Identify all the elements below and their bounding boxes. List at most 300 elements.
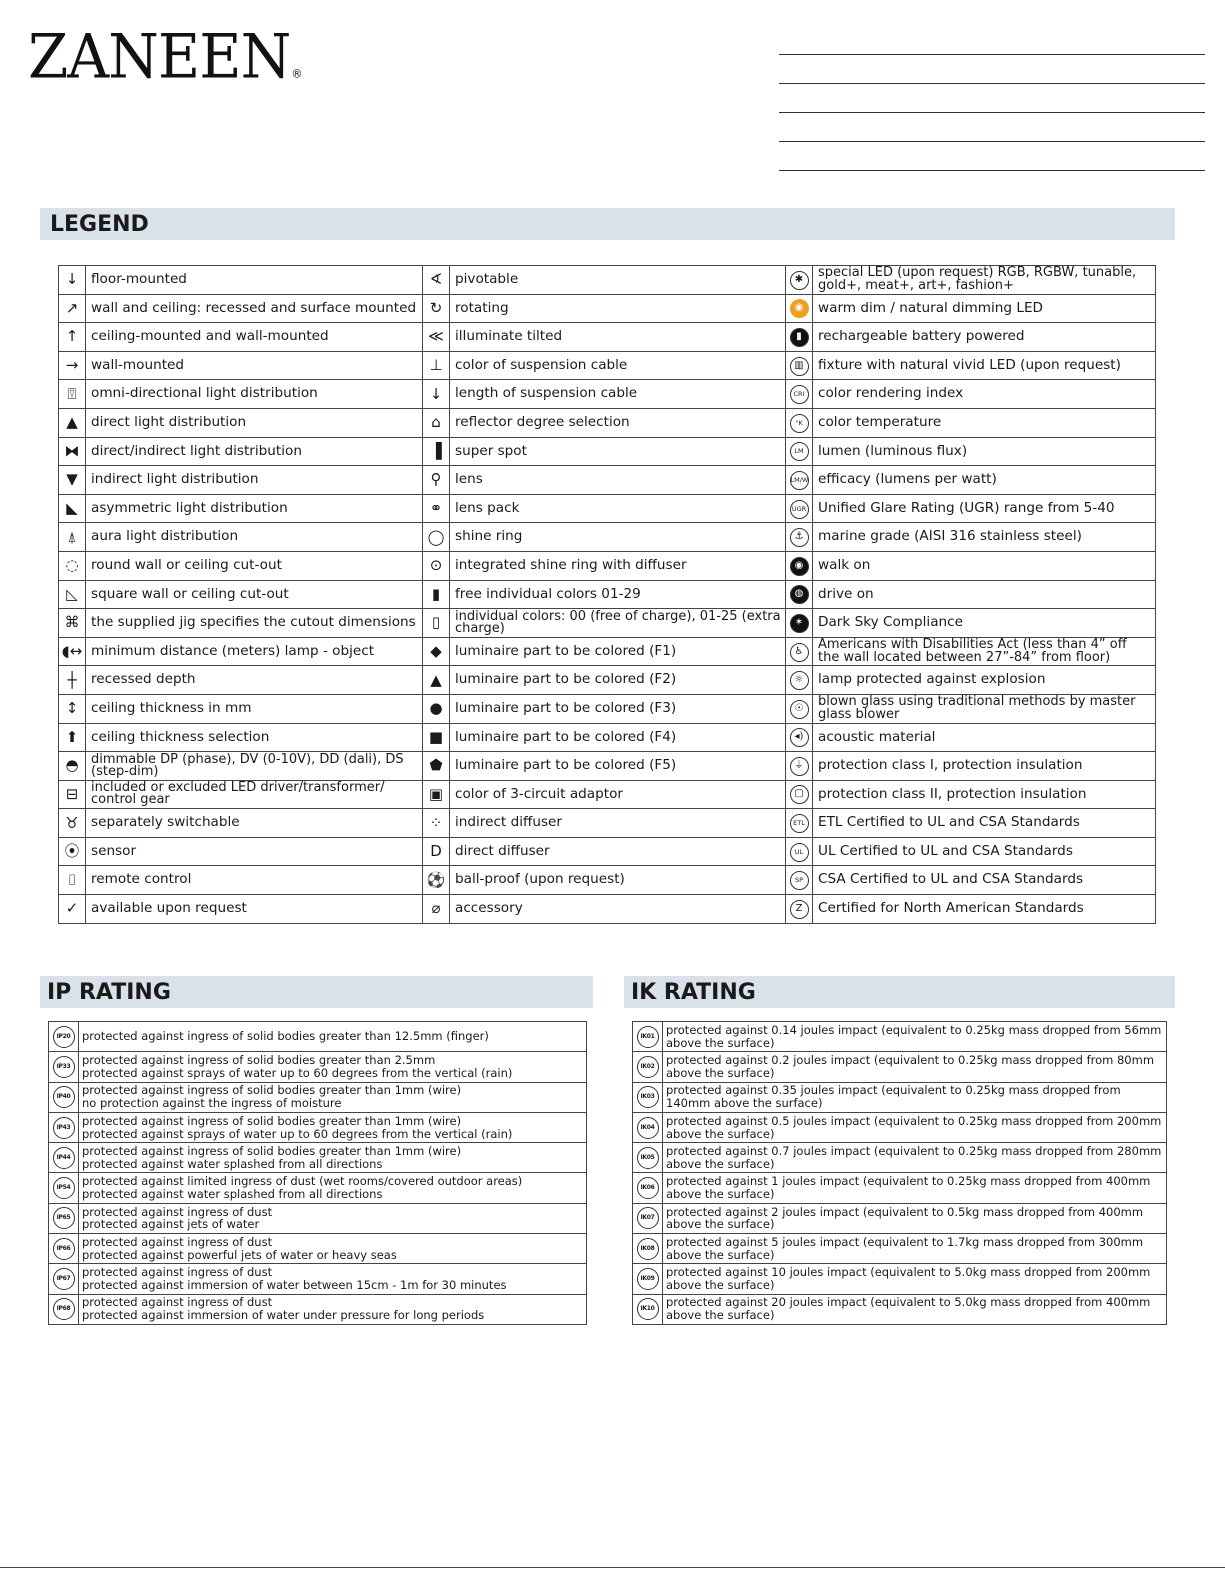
ik-description: protected against 0.2 joules impact (equivalent to 0.25kg mass dropped from 80mm above the surface) <box>663 1052 1167 1082</box>
shine-ring-icon: ◯ <box>427 527 445 546</box>
ip-description-line2: protected against water splashed from all directions <box>82 1187 383 1202</box>
legend-icon-cell <box>59 551 86 580</box>
legend-icon-cell <box>786 580 813 609</box>
ik-badge-cell <box>633 1234 663 1264</box>
ik-badge-cell <box>633 1112 663 1142</box>
blank-write-in-lines <box>779 54 1205 199</box>
legend-label: square wall or ceiling cut-out <box>86 580 423 609</box>
legend-row <box>59 351 1156 380</box>
sensor-icon: ⦿ <box>64 842 80 861</box>
ip-rating-row <box>49 1203 587 1233</box>
ik-description: protected against 0.14 joules impact (equivalent to 0.25kg mass dropped from 56mm above the surface) <box>663 1022 1167 1052</box>
ball-proof-icon: ⚽ <box>426 870 446 889</box>
ik-badge-cell <box>633 1294 663 1324</box>
legend-icon-cell <box>423 351 450 380</box>
round-cutout-icon: ◌ <box>65 556 79 575</box>
ip-badge-icon: IP44 <box>53 1147 75 1169</box>
legend-label: warm dim / natural dimming LED <box>813 294 1156 323</box>
legend-label: individual colors: 00 (free of charge), 01-25 (extra charge) <box>450 609 786 638</box>
legend-label: pivotable <box>450 266 786 295</box>
dark-sky-icon: ✶ <box>790 614 809 633</box>
ip-description-line2: protected against immersion of water between 15cm - 1m for 30 minutes <box>82 1278 507 1293</box>
ip-description-line1: protected against limited ingress of dust (wet rooms/covered outdoor areas) <box>82 1174 523 1189</box>
ip-description-line2: no protection against the ingress of moisture <box>82 1096 342 1111</box>
blown-glass-icon: ☉ <box>790 700 809 719</box>
legend-icon-cell <box>786 323 813 352</box>
legend-label: acoustic material <box>813 723 1156 752</box>
wall-mounted-icon: → <box>65 356 79 375</box>
walk-on-icon: ◉ <box>790 557 809 576</box>
free-colors-icon: ▮ <box>431 584 441 603</box>
accessory-icon: ⌀ <box>431 899 441 918</box>
legend-icon-cell <box>423 694 450 723</box>
ada-icon: ♿ <box>790 643 809 662</box>
ik-badge-cell <box>633 1264 663 1294</box>
ip-description-line2: protected against powerful jets of water or heavy seas <box>82 1247 397 1262</box>
legend-icon-cell <box>786 294 813 323</box>
legend-label: marine grade (AISI 316 stainless steel) <box>813 523 1156 552</box>
asymmetric-light-icon: ◣ <box>66 499 78 518</box>
ik-badge-icon: IK10 <box>637 1298 659 1320</box>
ip-badge-cell <box>49 1203 79 1233</box>
ip-description-line2: protected against sprays of water up to 60 degrees from the vertical (rain) <box>82 1065 513 1080</box>
legend-label: luminaire part to be colored (F4) <box>450 723 786 752</box>
wall-ceiling-recessed-icon: ↗ <box>65 298 79 317</box>
legend-icon-cell <box>59 837 86 866</box>
legend-icon-cell <box>423 780 450 809</box>
legend-label: lamp protected against explosion <box>813 666 1156 695</box>
legend-label: shine ring <box>450 523 786 552</box>
legend-icon-cell <box>59 723 86 752</box>
direct-diffuser-icon: D <box>430 842 442 861</box>
legend-icon-cell <box>423 837 450 866</box>
warm-dim-icon: ◉ <box>790 299 809 318</box>
write-line[interactable] <box>779 112 1205 113</box>
minimum-distance-icon: ◖↔ <box>61 642 83 661</box>
legend-icon-cell <box>786 609 813 638</box>
legend-label: sensor <box>86 837 423 866</box>
indirect-diffuser-icon: ⁘ <box>429 813 443 832</box>
legend-icon-cell <box>786 752 813 781</box>
ip-description <box>79 1143 587 1173</box>
rotating-icon: ↻ <box>429 298 443 317</box>
legend-icon-cell <box>423 437 450 466</box>
legend-label: remote control <box>86 866 423 895</box>
legend-icon-cell <box>59 351 86 380</box>
legend-icon-cell <box>786 551 813 580</box>
ik-badge-cell <box>633 1203 663 1233</box>
ip-badge-icon: IP66 <box>53 1238 75 1260</box>
ip-description-line1: protected against ingress of solid bodies greater than 1mm (wire) <box>82 1143 462 1158</box>
legend-label: indirect light distribution <box>86 466 423 495</box>
legend-label: Unified Glare Rating (UGR) range from 5-40 <box>813 494 1156 523</box>
legend-icon-cell <box>423 580 450 609</box>
legend-icon-cell <box>423 408 450 437</box>
ip-description <box>79 1264 587 1294</box>
square-cutout-icon: ◺ <box>66 584 78 603</box>
legend-icon-cell <box>786 666 813 695</box>
ik-badge-icon: IK03 <box>637 1086 659 1108</box>
legend-row <box>59 666 1156 695</box>
legend-row <box>59 437 1156 466</box>
legend-label: ETL Certified to UL and CSA Standards <box>813 809 1156 838</box>
legend-row <box>59 551 1156 580</box>
legend-label: Americans with Disabilities Act (less than 4” off the wall located between 27”-84” from floor) <box>813 637 1156 666</box>
legend-label: drive on <box>813 580 1156 609</box>
ik-badge-cell <box>633 1022 663 1052</box>
write-line[interactable] <box>779 170 1205 171</box>
legend-label: direct light distribution <box>86 408 423 437</box>
ip-badge-icon: IP67 <box>53 1268 75 1290</box>
shine-ring-diffuser-icon: ⊙ <box>429 556 443 575</box>
legend-label: separately switchable <box>86 809 423 838</box>
legend-label: color of suspension cable <box>450 351 786 380</box>
ip-rating-row <box>49 1264 587 1294</box>
ip-badge-cell <box>49 1082 79 1112</box>
legend-row <box>59 466 1156 495</box>
upon-request-icon: ✓ <box>65 899 79 918</box>
legend-icon-cell <box>786 637 813 666</box>
ip-rating-row <box>49 1234 587 1264</box>
legend-label: direct/indirect light distribution <box>86 437 423 466</box>
legend-label: wall-mounted <box>86 351 423 380</box>
ip-description <box>79 1022 587 1052</box>
ip-description <box>79 1203 587 1233</box>
ik-badge-cell <box>633 1052 663 1082</box>
ik-badge-icon: IK06 <box>637 1177 659 1199</box>
switchable-icon: ♉ <box>65 813 79 832</box>
legend-label: accessory <box>450 895 786 924</box>
ip-description <box>79 1234 587 1264</box>
legend-label: ceiling thickness selection <box>86 723 423 752</box>
ip-description-line1: protected against ingress of solid bodies greater than 1mm (wire) <box>82 1113 462 1128</box>
remote-control-icon: ⌷ <box>67 870 77 889</box>
ip-description-line2: protected against sprays of water up to 60 degrees from the vertical (rain) <box>82 1126 513 1141</box>
ip-rating-row <box>49 1112 587 1142</box>
ik-rating-row <box>633 1173 1167 1203</box>
legend-row <box>59 609 1156 638</box>
legend-icon-cell <box>423 609 450 638</box>
legend-label: wall and ceiling: recessed and surface mounted <box>86 294 423 323</box>
legend-label: length of suspension cable <box>450 380 786 409</box>
colored-part-f3-icon: ● <box>429 699 443 718</box>
legend-icon-cell <box>59 895 86 924</box>
legend-icon-cell <box>59 780 86 809</box>
ik-badge-icon: IK09 <box>637 1268 659 1290</box>
ip-badge-icon: IP68 <box>53 1298 75 1320</box>
etl-icon: ETL <box>790 814 809 833</box>
colored-part-f5-icon: ⬟ <box>429 756 443 775</box>
legend-icon-cell <box>59 866 86 895</box>
legend-label: round wall or ceiling cut-out <box>86 551 423 580</box>
ik-badge-icon: IK07 <box>637 1207 659 1229</box>
write-line[interactable] <box>779 83 1205 84</box>
ip-rating-row <box>49 1294 587 1324</box>
legend-icon-cell <box>786 837 813 866</box>
legend-icon-cell <box>786 351 813 380</box>
illuminate-tilted-icon: ≪ <box>428 327 444 346</box>
recessed-depth-icon: ┼ <box>67 670 77 689</box>
legend-label: free individual colors 01-29 <box>450 580 786 609</box>
ip-badge-cell <box>49 1112 79 1142</box>
legend-row <box>59 723 1156 752</box>
marine-grade-icon: ⚓ <box>790 528 809 547</box>
ik-rating-row <box>633 1022 1167 1052</box>
ik-description: protected against 2 joules impact (equivalent to 0.5kg mass dropped from 400mm above the surface) <box>663 1203 1167 1233</box>
omni-directional-icon: ⍔ <box>67 384 77 403</box>
ip-description-line2: protected against jets of water <box>82 1217 260 1232</box>
legend-row <box>59 895 1156 924</box>
ceiling-wall-mounted-icon: ↑ <box>65 327 79 346</box>
ik-description: protected against 1 joules impact (equivalent to 0.25kg mass dropped from 400mm above the surface) <box>663 1173 1167 1203</box>
cri-icon: CRI <box>790 385 809 404</box>
direct-indirect-icon: ⧓ <box>64 441 80 460</box>
ip-rating-row <box>49 1173 587 1203</box>
jig-icon: ⌘ <box>64 613 80 632</box>
legend-icon-cell <box>59 380 86 409</box>
ip-description-line1: protected against ingress of dust <box>82 1295 273 1310</box>
legend-label: UL Certified to UL and CSA Standards <box>813 837 1156 866</box>
legend-icon-cell <box>59 437 86 466</box>
ik-badge-cell <box>633 1173 663 1203</box>
ik-description: protected against 0.5 joules impact (equivalent to 0.25kg mass dropped from 200mm above the surface) <box>663 1112 1167 1142</box>
color-temperature-icon: °K <box>790 414 809 433</box>
reflector-degree-icon: ⌂ <box>431 413 441 432</box>
drive-on-icon: ◍ <box>790 585 809 604</box>
ip-rating-header-bar <box>40 976 593 1008</box>
legend-label: luminaire part to be colored (F5) <box>450 752 786 781</box>
legend-icon-cell <box>423 666 450 695</box>
legend-icon-cell <box>786 523 813 552</box>
ip-rating-row <box>49 1052 587 1082</box>
ip-description <box>79 1052 587 1082</box>
legend-icon-cell <box>59 494 86 523</box>
ip-description-line1: protected against ingress of solid bodies greater than 12.5mm (finger) <box>82 1029 489 1044</box>
ip-badge-icon: IP54 <box>53 1177 75 1199</box>
ip-rating-row <box>49 1022 587 1052</box>
legend-label: rechargeable battery powered <box>813 323 1156 352</box>
ik-rating-table <box>632 1021 1167 1325</box>
legend-label: direct diffuser <box>450 837 786 866</box>
ip-badge-icon: IP40 <box>53 1086 75 1108</box>
floor-mounted-icon: ↓ <box>65 270 79 289</box>
legend-icon-cell <box>59 523 86 552</box>
ip-description <box>79 1082 587 1112</box>
ik-badge-icon: IK01 <box>637 1026 659 1048</box>
legend-icon-cell <box>786 866 813 895</box>
circuit-adaptor-color-icon: ▣ <box>428 784 444 803</box>
legend-label: fixture with natural vivid LED (upon request) <box>813 351 1156 380</box>
legend-row <box>59 323 1156 352</box>
aura-light-icon: ⍋ <box>67 527 77 546</box>
ik-rating-row <box>633 1264 1167 1294</box>
legend-label: available upon request <box>86 895 423 924</box>
legend-row <box>59 266 1156 295</box>
ik-badge-cell <box>633 1082 663 1112</box>
ip-description-line1: protected against ingress of dust <box>82 1204 273 1219</box>
csa-icon: SP <box>790 871 809 890</box>
ik-badge-cell <box>633 1143 663 1173</box>
legend-label: Dark Sky Compliance <box>813 609 1156 638</box>
ip-description-line1: protected against ingress of dust <box>82 1234 273 1249</box>
legend-label: illuminate tilted <box>450 323 786 352</box>
legend-icon-cell <box>59 666 86 695</box>
legend-label: omni-directional light distribution <box>86 380 423 409</box>
ceiling-thickness-selection-icon: ⬆ <box>65 727 79 746</box>
protection-class-2-icon: ▢ <box>790 785 809 804</box>
battery-icon: ▮ <box>790 328 809 347</box>
brand-name: ZANEEN <box>28 20 291 93</box>
legend-row <box>59 580 1156 609</box>
legend-label: ball-proof (upon request) <box>450 866 786 895</box>
legend-label: super spot <box>450 437 786 466</box>
legend-label: dimmable DP (phase), DV (0-10V), DD (dali), DS (step-dim) <box>86 752 423 781</box>
legend-icon-cell <box>786 694 813 723</box>
ik-badge-icon: IK02 <box>637 1056 659 1078</box>
legend-label: recessed depth <box>86 666 423 695</box>
legend-label: luminaire part to be colored (F3) <box>450 694 786 723</box>
protection-class-1-icon: ⏚ <box>790 757 809 776</box>
legend-icon-cell <box>59 466 86 495</box>
colored-part-f4-icon: ■ <box>428 727 444 746</box>
colored-part-f2-icon: ▲ <box>430 670 442 689</box>
ik-description: protected against 0.7 joules impact (equivalent to 0.25kg mass dropped from 280mm above the surface) <box>663 1143 1167 1173</box>
ip-description <box>79 1112 587 1142</box>
ip-badge-cell <box>49 1052 79 1082</box>
ip-badge-cell <box>49 1264 79 1294</box>
ik-rating-row <box>633 1294 1167 1324</box>
legend-row <box>59 752 1156 781</box>
legend-icon-cell <box>59 809 86 838</box>
special-led-icon: ✱ <box>790 271 809 290</box>
ik-rating-header-bar <box>624 976 1175 1008</box>
legend-label: luminaire part to be colored (F1) <box>450 637 786 666</box>
pivotable-icon: ∢ <box>429 270 443 289</box>
ip-badge-icon: IP20 <box>53 1026 75 1048</box>
legend-label: integrated shine ring with diffuser <box>450 551 786 580</box>
efficacy-icon: LM/W <box>790 471 809 490</box>
legend-label: walk on <box>813 551 1156 580</box>
legend-icon-cell <box>786 266 813 295</box>
legend-row <box>59 408 1156 437</box>
legend-row <box>59 494 1156 523</box>
legend-label: rotating <box>450 294 786 323</box>
ik-rating-row <box>633 1234 1167 1264</box>
legend-label: aura light distribution <box>86 523 423 552</box>
suspension-cable-color-icon: ⊥ <box>429 356 443 375</box>
legend-label: ceiling thickness in mm <box>86 694 423 723</box>
ik-rating-row <box>633 1143 1167 1173</box>
legend-row <box>59 780 1156 809</box>
ip-badge-cell <box>49 1294 79 1324</box>
indirect-light-icon: ▼ <box>66 470 78 489</box>
legend-icon-cell <box>786 723 813 752</box>
lens-icon: ⚲ <box>430 470 442 489</box>
legend-icon-cell <box>423 380 450 409</box>
explosion-protection-icon: ☼ <box>790 671 809 690</box>
ip-rating-row <box>49 1082 587 1112</box>
ip-badge-cell <box>49 1022 79 1052</box>
legend-icon-cell <box>786 809 813 838</box>
legend-icon-cell <box>423 551 450 580</box>
ip-description-line1: protected against ingress of dust <box>82 1265 273 1280</box>
legend-label: special LED (upon request) RGB, RGBW, tunable, gold+, meat+, art+, fashion+ <box>813 266 1156 295</box>
ip-description-line2: protected against immersion of water under pressure for long periods <box>82 1308 485 1323</box>
legend-row <box>59 866 1156 895</box>
individual-colors-icon: ▯ <box>431 613 441 632</box>
legend-label: indirect diffuser <box>450 809 786 838</box>
ik-description: protected against 10 joules impact (equivalent to 5.0kg mass dropped from 200mm above the surface) <box>663 1264 1167 1294</box>
ik-badge-icon: IK05 <box>637 1147 659 1169</box>
write-line[interactable] <box>779 141 1205 142</box>
ip-badge-cell <box>49 1234 79 1264</box>
legend-label: color of 3-circuit adaptor <box>450 780 786 809</box>
ip-badge-icon: IP33 <box>53 1056 75 1078</box>
legend-label: luminaire part to be colored (F2) <box>450 666 786 695</box>
legend-icon-cell <box>423 723 450 752</box>
legend-icon-cell <box>423 523 450 552</box>
ip-description-line2: protected against water splashed from all directions <box>82 1156 383 1171</box>
ik-description: protected against 20 joules impact (equivalent to 5.0kg mass dropped from 400mm above the surface) <box>663 1294 1167 1324</box>
ip-badge-icon: IP65 <box>53 1207 75 1229</box>
legend-label: minimum distance (meters) lamp - object <box>86 637 423 666</box>
legend-label: lens <box>450 466 786 495</box>
acoustic-icon: ◂) <box>790 728 809 747</box>
legend-row <box>59 380 1156 409</box>
ip-rating-table <box>48 1021 587 1325</box>
legend-icon-cell <box>423 895 450 924</box>
legend-icon-cell <box>59 580 86 609</box>
legend-label: color temperature <box>813 408 1156 437</box>
vivid-led-icon: ▥ <box>790 357 809 376</box>
legend-row <box>59 694 1156 723</box>
legend-icon-cell <box>423 323 450 352</box>
ik-rating-row <box>633 1112 1167 1142</box>
legend-table <box>58 265 1156 924</box>
legend-icon-cell <box>423 266 450 295</box>
legend-row <box>59 637 1156 666</box>
north-american-icon: Z <box>790 900 809 919</box>
legend-icon-cell <box>786 466 813 495</box>
legend-icon-cell <box>59 323 86 352</box>
ip-rating-row <box>49 1143 587 1173</box>
ceiling-thickness-icon: ↕ <box>65 699 79 718</box>
ik-description: protected against 0.35 joules impact (equivalent to 0.25kg mass dropped from 140mm above the surface) <box>663 1082 1167 1112</box>
colored-part-f1-icon: ◆ <box>430 642 442 661</box>
ul-icon: UL <box>790 843 809 862</box>
legend-icon-cell <box>423 294 450 323</box>
legend-row <box>59 523 1156 552</box>
write-line[interactable] <box>779 54 1205 55</box>
ip-description-line1: protected against ingress of solid bodies greater than 1mm (wire) <box>82 1083 462 1098</box>
zaneen-logo <box>28 20 302 93</box>
legend-label: blown glass using traditional methods by master glass blower <box>813 694 1156 723</box>
legend-label: efficacy (lumens per watt) <box>813 466 1156 495</box>
legend-icon-cell <box>423 466 450 495</box>
legend-icon-cell <box>59 294 86 323</box>
legend-label: protection class I, protection insulation <box>813 752 1156 781</box>
ik-rating-row <box>633 1052 1167 1082</box>
ik-rating-title: IK RATING <box>631 980 756 1005</box>
legend-row <box>59 809 1156 838</box>
legend-row <box>59 837 1156 866</box>
legend-label: the supplied jig specifies the cutout dimensions <box>86 609 423 638</box>
legend-label: included or excluded LED driver/transformer/ control gear <box>86 780 423 809</box>
ip-description <box>79 1294 587 1324</box>
registered-mark: ® <box>291 66 302 81</box>
legend-label: floor-mounted <box>86 266 423 295</box>
ik-badge-icon: IK08 <box>637 1238 659 1260</box>
